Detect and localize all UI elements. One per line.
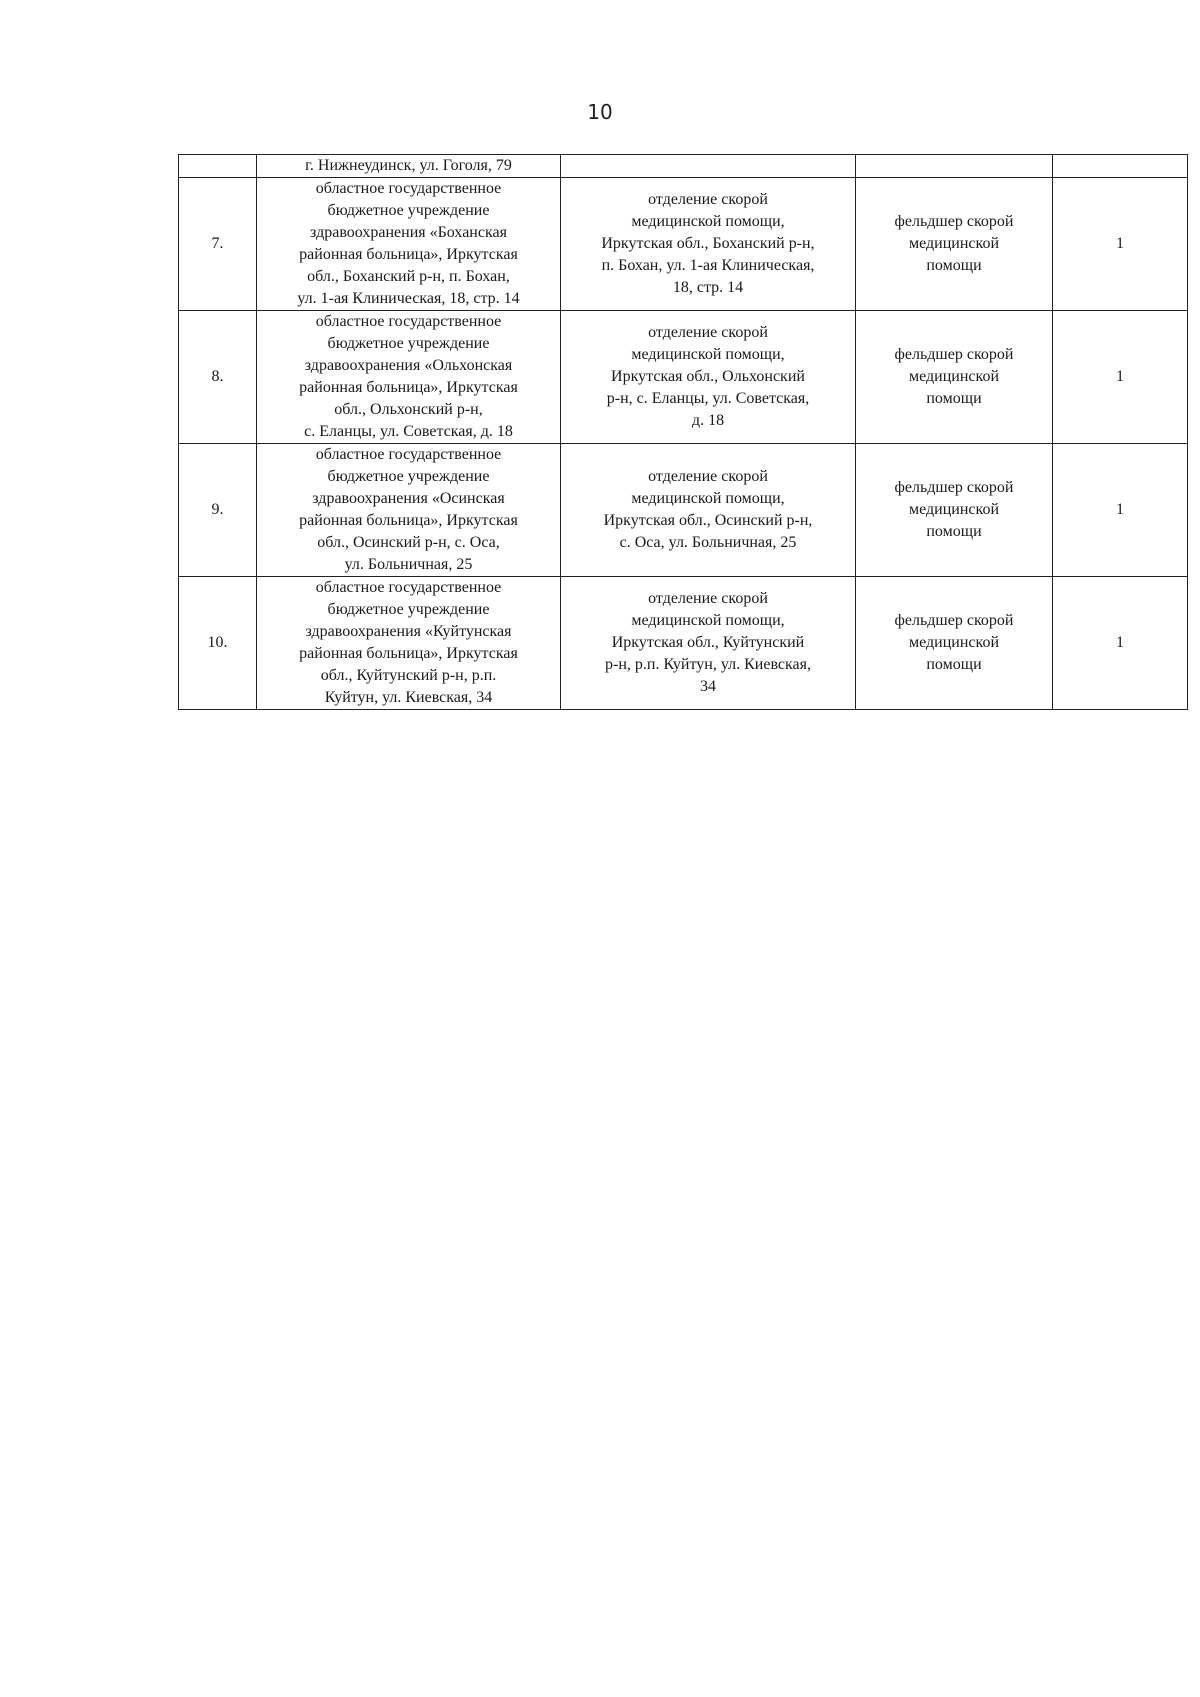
cell-position <box>856 155 1053 178</box>
cell-line: Иркутская обл., Ольхонский <box>611 368 805 385</box>
cell-line: медицинской <box>908 235 1000 252</box>
cell-line: фельдшер скорой <box>894 612 1014 629</box>
cell-line: Куйтун, ул. Киевская, 34 <box>324 689 493 706</box>
cell-line: 34 <box>700 678 716 695</box>
cell-line: с. Еланцы, ул. Советская, д. 18 <box>304 423 513 440</box>
cell-line: фельдшер скорой <box>894 213 1014 230</box>
cell-line: р-н, с. Еланцы, ул. Советская, <box>606 390 810 407</box>
cell-line: помощи <box>926 257 982 274</box>
cell-line: отделение скорой <box>648 468 768 485</box>
institutions-table <box>178 154 1188 710</box>
cell-line: обл., Осинский р-н, с. Оса, <box>317 534 500 551</box>
cell-line: 18, стр. 14 <box>672 279 744 296</box>
cell-line: обл., Боханский р-н, п. Бохан, <box>307 268 510 285</box>
table-row <box>179 444 1188 577</box>
cell-line: отделение скорой <box>648 191 768 208</box>
cell-institution <box>257 577 561 710</box>
cell-line: Иркутская обл., Боханский р-н, <box>601 235 815 252</box>
cell-line: д. 18 <box>691 412 725 429</box>
cell-line: с. Оса, ул. Больничная, 25 <box>619 534 797 551</box>
cell-line: районная больница», Иркутская <box>299 512 518 529</box>
cell-line: районная больница», Иркутская <box>299 246 518 263</box>
cell-institution <box>257 178 561 311</box>
cell-line: районная больница», Иркутская <box>299 379 518 396</box>
cell-line: областное государственное <box>315 180 502 197</box>
cell-line: отделение скорой <box>648 590 768 607</box>
cell-line: здравоохранения «Куйтунская <box>305 623 512 640</box>
cell-line: областное государственное <box>315 579 502 596</box>
cell-department <box>561 577 856 710</box>
cell-line: п. Бохан, ул. 1-ая Клиническая, <box>601 257 815 274</box>
cell-line: помощи <box>926 656 982 673</box>
cell-line: бюджетное учреждение <box>327 202 490 219</box>
cell-department <box>561 444 856 577</box>
cell-department <box>561 178 856 311</box>
cell-line: р-н, р.п. Куйтун, ул. Киевская, <box>605 656 811 673</box>
cell-line: бюджетное учреждение <box>327 468 490 485</box>
cell-quantity: 1 <box>1053 311 1188 444</box>
cell-line: здравоохранения «Боханская <box>310 224 507 241</box>
cell-line: Иркутская обл., Осинский р-н, <box>603 512 813 529</box>
cell-line: медицинской помощи, <box>631 490 785 507</box>
cell-line: обл., Куйтунский р-н, р.п. <box>320 667 497 684</box>
cell-line: областное государственное <box>315 313 502 330</box>
cell-number: 8. <box>179 311 257 444</box>
cell-quantity: 1 <box>1053 577 1188 710</box>
cell-line: районная больница», Иркутская <box>299 645 518 662</box>
cell-line: медицинской помощи, <box>631 612 785 629</box>
cell-line: ул. Больничная, 25 <box>344 556 473 573</box>
cell-line: областное государственное <box>315 446 502 463</box>
cell-position <box>856 444 1053 577</box>
cell-line: Иркутская обл., Куйтунский <box>611 634 805 651</box>
cell-institution: г. Нижнеудинск, ул. Гоголя, 79 <box>257 155 561 178</box>
cell-line: медицинской <box>908 634 1000 651</box>
cell-line: отделение скорой <box>648 324 768 341</box>
cell-number <box>179 155 257 178</box>
cell-department <box>561 311 856 444</box>
cell-line: медицинской помощи, <box>631 346 785 363</box>
cell-number: 9. <box>179 444 257 577</box>
cell-line: бюджетное учреждение <box>327 335 490 352</box>
cell-line: здравоохранения «Осинская <box>312 490 505 507</box>
cell-line: помощи <box>926 390 982 407</box>
cell-line: ул. 1-ая Клиническая, 18, стр. 14 <box>297 290 520 307</box>
cell-line: фельдшер скорой <box>894 479 1014 496</box>
cell-institution <box>257 311 561 444</box>
cell-number: 10. <box>179 577 257 710</box>
table-row <box>179 178 1188 311</box>
table-row <box>179 577 1188 710</box>
cell-line: медицинской <box>908 368 1000 385</box>
cell-line: фельдшер скорой <box>894 346 1014 363</box>
cell-position <box>856 577 1053 710</box>
cell-quantity <box>1053 155 1188 178</box>
cell-number: 7. <box>179 178 257 311</box>
cell-line: помощи <box>926 523 982 540</box>
cell-position <box>856 178 1053 311</box>
cell-quantity: 1 <box>1053 178 1188 311</box>
cell-quantity: 1 <box>1053 444 1188 577</box>
cell-position <box>856 311 1053 444</box>
table-row <box>179 311 1188 444</box>
cell-department <box>561 155 856 178</box>
cell-institution <box>257 444 561 577</box>
cell-line: обл., Ольхонский р-н, <box>334 401 483 418</box>
cell-line: медицинской <box>908 501 1000 518</box>
cell-line: медицинской помощи, <box>631 213 785 230</box>
cell-line: здравоохранения «Ольхонская <box>304 357 513 374</box>
table-row-continuation <box>179 155 1188 178</box>
page-number: 10 <box>587 100 613 124</box>
cell-line: бюджетное учреждение <box>327 601 490 618</box>
